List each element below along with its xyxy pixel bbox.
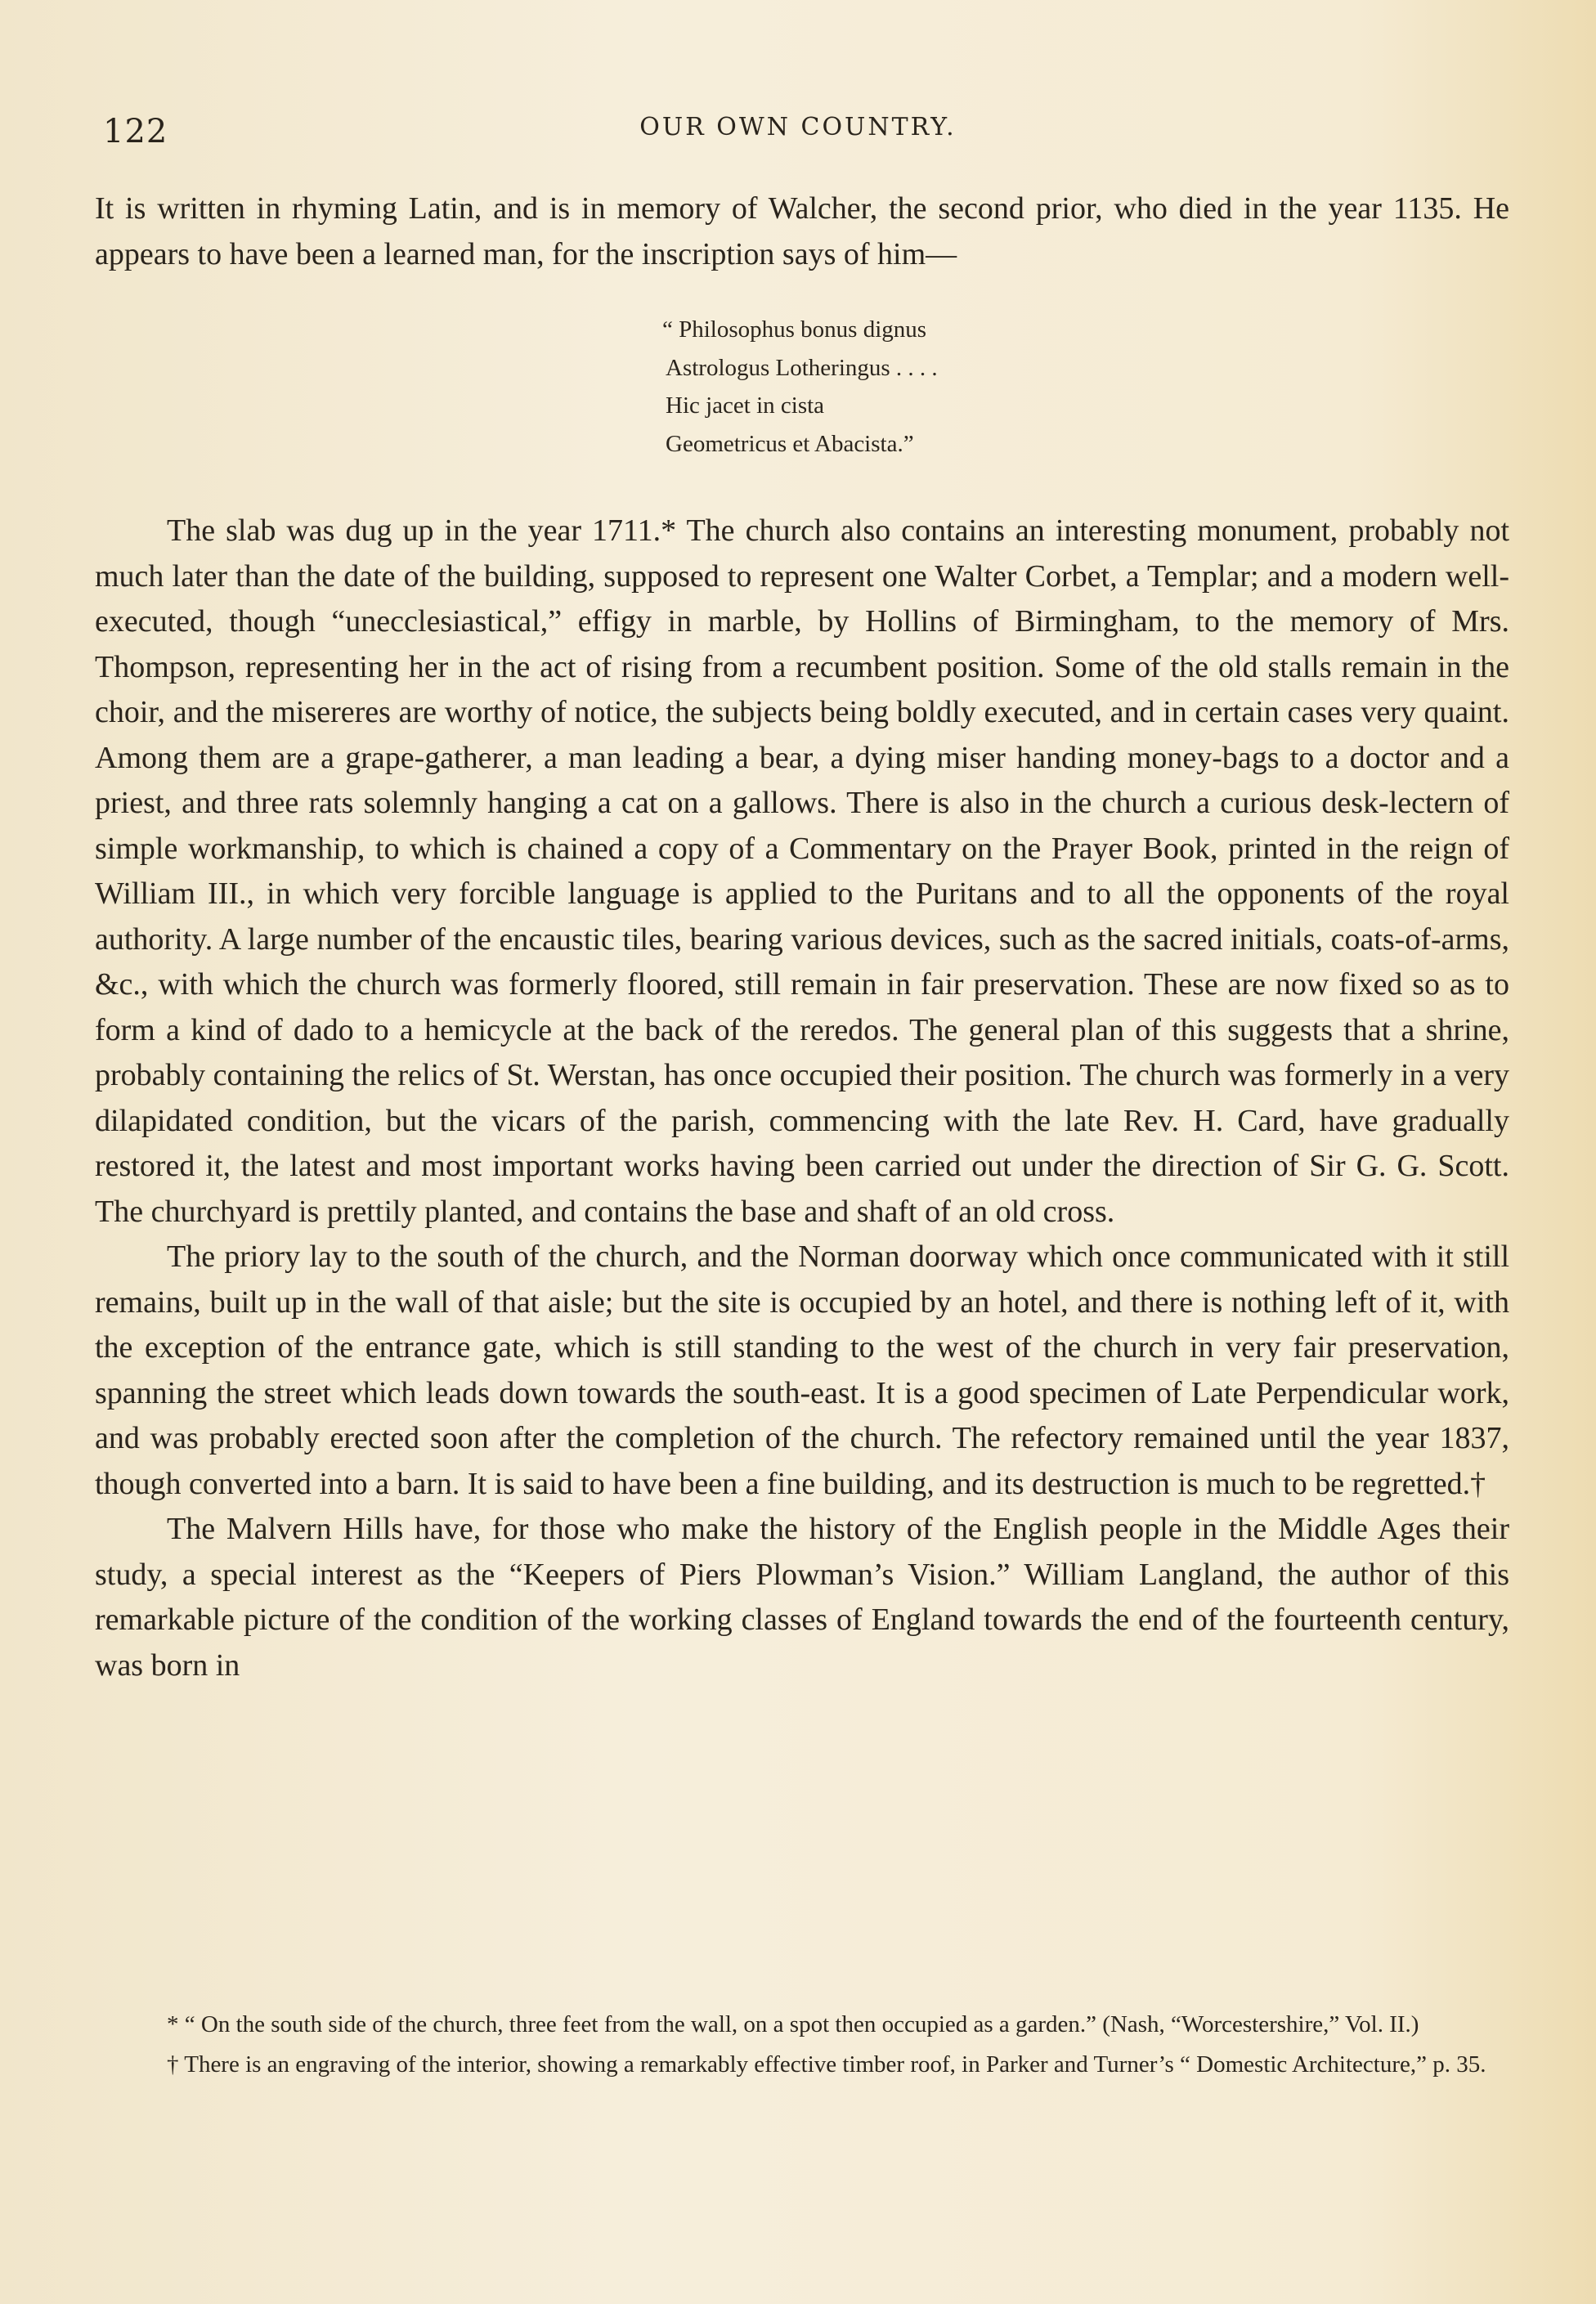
poem-line: Hic jacet in cista (666, 392, 825, 419)
page-header (0, 105, 1596, 154)
paragraph-priory: The priory lay to the south of the church, and the Norman doorway which once communicated with it still remains, built up in the wall of that aisle; but the site is occupied by an hotel, and there is nothing left of it, with the exception of the entrance gate, which is still standing to the west of the church in very fair preservation, spanning the street which leads down towards the south-east. It is a good specimen of Late Perpendicular work, and was probably erected soon after the completion of the church. The refectory remained until the year 1837, though converted into a barn. It is said to have been a fine building, and its destruction is much to be regretted.† (95, 1239, 1509, 1501)
footnote-dagger: † There is an engraving of the interior, showing a remarkably effective timber roof, in Parker and Turner’s “ Domestic Architecture,” p. 35. (167, 2051, 1486, 2078)
paragraph-church-monuments: The slab was dug up in the year 1711.* The church also contains an interesting monument, probably not much later than the date of the building, supposed to represent one Walter Corbet, a Templar; and a modern well-executed, though “unecclesiastical,” effigy in marble, by Hollins of Birmingham, to the memory of Mrs. Thompson, representing her in the act of rising from a recumbent position. Some of the old stalls remain in the choir, and the misereres are worthy of notice, the subjects being boldly executed, and in certain cases very quaint. Among them are a grape-gatherer, a man leading a bear, a dying miser handing money-bags to a doctor and a priest, and three rats solemnly hanging a cat on a gallows. There is also in the church a curious desk-lectern of simple workmanship, to which is chained a copy of a Commentary on the Prayer Book, printed in the reign of William III., in which very forcible language is applied to the Puritans and to all the opponents of the royal authority. A large number of the encaustic tiles, bearing various devices, such as the sacred initials, coats-of-arms, &c., with which the church was formerly floored, still remain in fair preservation. These are now fixed so as to form a kind of dado to a hemicycle at the back of the reredos. The general plan of this suggests that a shrine, probably containing the relics of St. Werstan, has once occupied their position. The church was formerly in a very dilapidated condition, but the vicars of the parish, commencing with the late Rev. H. Card, have gradually restored it, the latest and most important works having been carried out under the direction of Sir G. G. Scott. The churchyard is prettily planted, and contains the base and shaft of an old cross. (95, 513, 1509, 1229)
poem-line: “ Philosophus bonus dignus (662, 316, 927, 343)
poem-line: Astrologus Lotheringus . . . . (666, 354, 938, 381)
running-title: OUR OWN COUNTRY. (639, 113, 957, 141)
footnotes (95, 2008, 1509, 2088)
poem-line: Geometricus et Abacista.” (666, 430, 914, 457)
body-text (95, 509, 1509, 1688)
intro-text: It is written in rhyming Latin, and is in memory of Walcher, the second prior, who died in the year 1135. He appears to have been a learned man, for the inscription says of him— (95, 191, 1509, 271)
intro-paragraph (95, 186, 1509, 277)
latin-inscription (662, 311, 938, 463)
footnote-asterisk: * “ On the south side of the church, three feet from the wall, on a spot then occupied as a garden.” (Nash, “Worcestershire,” Vol. II.) (167, 2011, 1419, 2037)
paragraph-malvern-hills: The Malvern Hills have, for those who make the history of the English people in the Middle Ages their study, a special interest as the “Keepers of Piers Plowman’s Vision.” William Langland, the author of this remarkable picture of the condition of the working classes of England towards the end of the fourteenth century, was born in (95, 1512, 1509, 1683)
page-number: 122 (103, 113, 168, 150)
